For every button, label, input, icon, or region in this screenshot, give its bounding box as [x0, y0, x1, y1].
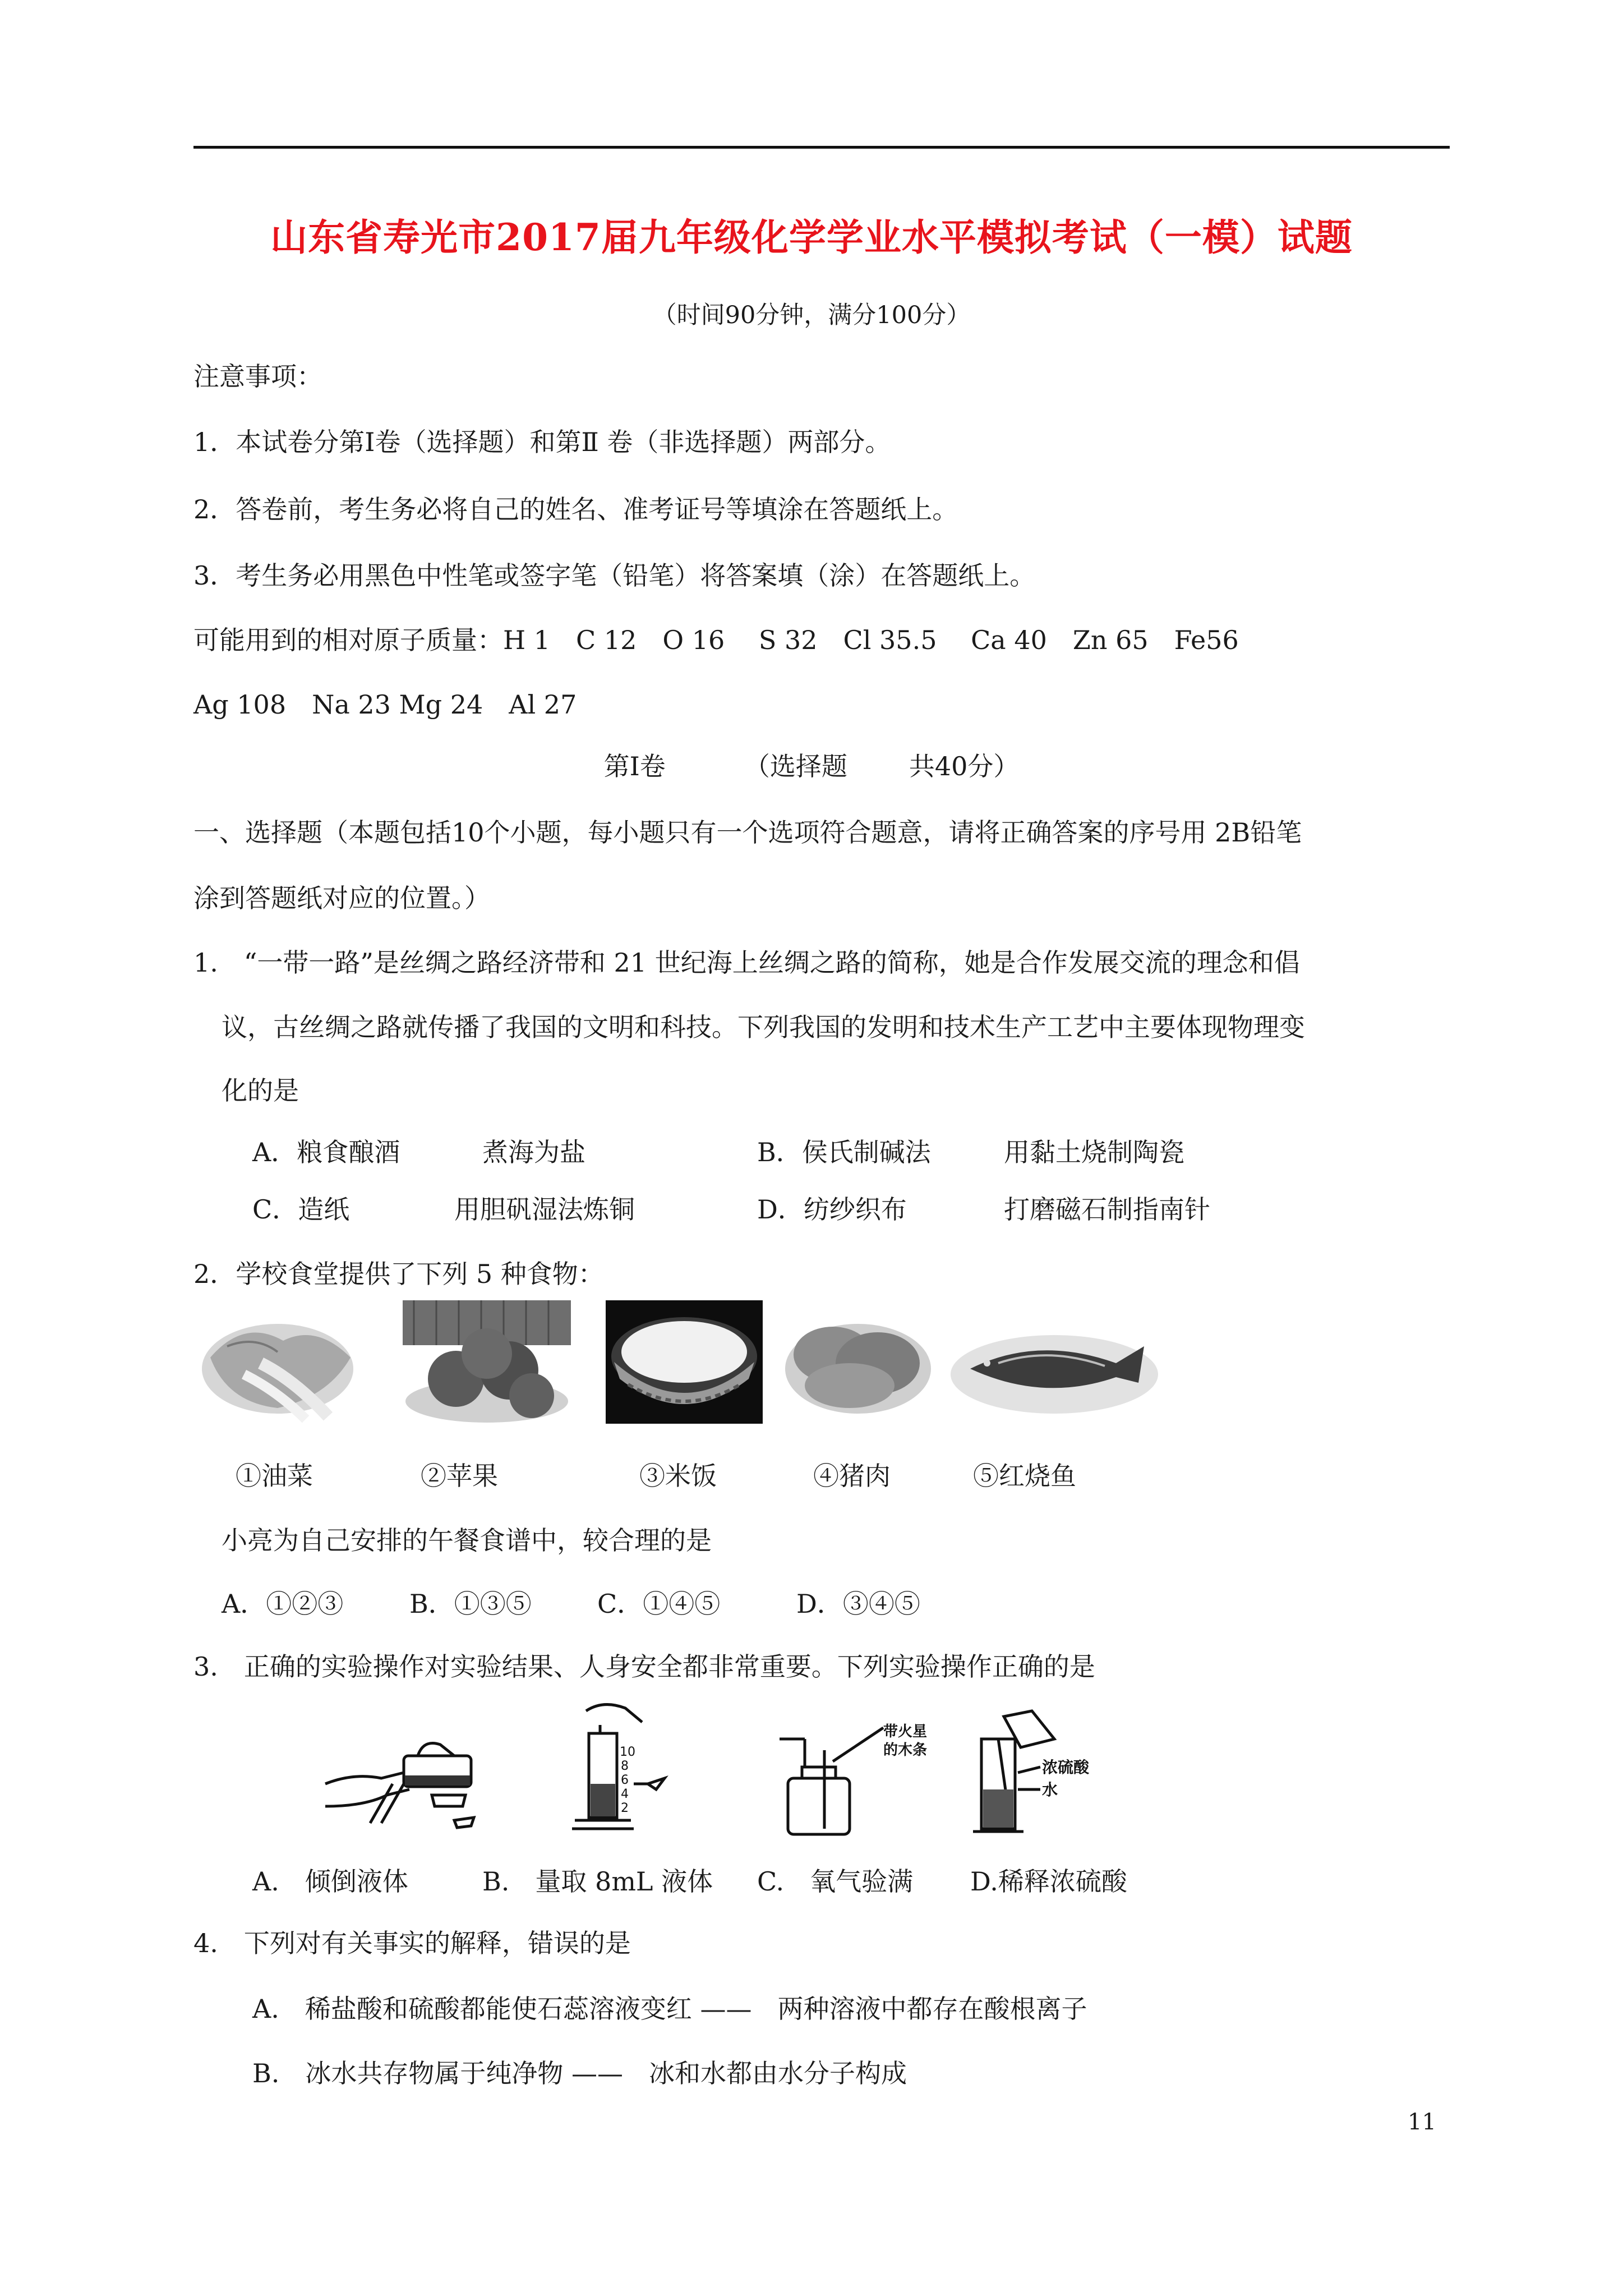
part-score: 共40分） — [909, 751, 1020, 781]
notice-item-1: 1．本试卷分第Ⅰ卷（选择题）和第Ⅱ 卷（非选择题）两部分。 — [193, 427, 891, 457]
q2-option-d: D．③④⑤ — [796, 1589, 920, 1619]
section-instructions-line-2: 涂到答题纸对应的位置。） — [193, 883, 490, 913]
cylinder-tick-4: 4 — [621, 1787, 629, 1801]
part-label: 第Ⅰ卷 — [603, 751, 666, 781]
q1-stem-line-1: 1. “一带一路”是丝绸之路经济带和 21 世纪海上丝绸之路的简称，她是合作发展交流的理念和倡 — [193, 947, 1300, 978]
notice-item-3: 3．考生务必用黑色中性笔或签字笔（铅笔）将答案填（涂）在答题纸上。 — [193, 560, 1036, 591]
atomic-mass-line-2: Ag 108 Na 23 Mg 24 Al 27 — [193, 689, 577, 720]
q2-option-c: C．①④⑤ — [597, 1589, 721, 1619]
part-type: （选择题 — [744, 751, 847, 781]
q2-stem: 2．学校食堂提供了下列 5 种食物： — [193, 1259, 604, 1289]
food-label-3: ③米饭 — [639, 1461, 717, 1491]
food-label-4: ④猪肉 — [813, 1461, 891, 1491]
page-number: 11 — [1408, 2109, 1436, 2135]
graduated-cylinder-figure — [558, 1700, 687, 1840]
atomic-mass-line-1: 可能用到的相对原子质量：H 1 C 12 O 16 S 32 Cl 35.5 Ca 40 Zn 65 Fe56 — [193, 625, 1239, 655]
q4-option-b: B. 冰水共存物属于纯净物 —— 冰和水都由水分子构成 — [252, 2058, 907, 2088]
q1-option-c-text: 用胆矾湿法炼铜 — [454, 1194, 635, 1225]
cylinder-tick-2: 2 — [621, 1801, 629, 1815]
q2-option-b: B．①③⑤ — [409, 1589, 532, 1619]
food-label-1: ①油菜 — [236, 1461, 313, 1491]
q4-option-a: A. 稀盐酸和硫酸都能使石蕊溶液变红 —— 两种溶液中都存在酸根离子 — [252, 1994, 1087, 2024]
q4-stem: 4. 下列对有关事实的解释，错误的是 — [193, 1928, 631, 1958]
acid-label: 浓硫酸 — [1042, 1758, 1090, 1777]
q1-stem-line-2: 议，古丝绸之路就传播了我国的文明和科技。下列我国的发明和技术生产工艺中主要体现物理变 — [222, 1012, 1305, 1042]
dilute-acid-figure — [970, 1705, 1116, 1840]
oxygen-test-figure — [771, 1717, 951, 1840]
cylinder-tick-8: 8 — [621, 1759, 629, 1773]
top-rule — [193, 146, 1450, 149]
braised-fish-image — [948, 1307, 1161, 1419]
q1-option-d-label: D．纺纱织布 — [757, 1194, 907, 1225]
q1-option-b-text: 用黏土烧制陶瓷 — [1004, 1137, 1184, 1167]
part-heading — [0, 746, 1623, 783]
q1-option-a-label: A．粮食酿酒 — [252, 1137, 400, 1167]
page-title: 山东省寿光市2017届九年级化学学业水平模拟考试（一模）试题 — [270, 215, 1353, 259]
q2-question: 小亮为自己安排的午餐食谱中，较合理的是 — [222, 1525, 712, 1556]
splint-label-line-2: 的木条 — [883, 1742, 928, 1759]
food-label-5: ⑤红烧鱼 — [973, 1461, 1076, 1491]
apple-image — [403, 1300, 571, 1424]
notice-heading: 注意事项： — [193, 361, 322, 392]
section-instructions-line-1: 一、选择题（本题包括10个小题，每小题只有一个选项符合题意，请将正确答案的序号用 2B铅笔 — [193, 817, 1302, 848]
notice-item-2: 2．答卷前，考生务必将自己的姓名、准考证号等填涂在答题纸上。 — [193, 494, 958, 524]
q1-option-c-label: C．造纸 — [252, 1194, 350, 1225]
exam-duration: （时间90分钟，满分100分） — [652, 301, 971, 329]
q2-option-a: A．①②③ — [222, 1589, 344, 1619]
pouring-liquid-figure — [320, 1722, 488, 1834]
q1-option-d-text: 打磨磁石制指南针 — [1004, 1194, 1210, 1225]
rice-bowl-image — [606, 1300, 763, 1424]
q1-stem-line-3: 化的是 — [222, 1075, 299, 1106]
q3-stem: 3. 正确的实验操作对实验结果、人身安全都非常重要。下列实验操作正确的是 — [193, 1651, 1095, 1682]
splint-label-line-1: 带火星 — [883, 1723, 928, 1740]
q3-option-b: B. 量取 8mL 液体 — [482, 1866, 713, 1897]
cylinder-tick-10: 10 — [620, 1745, 635, 1759]
pork-image — [782, 1301, 934, 1419]
q1-option-a-text: 煮海为盐 — [482, 1137, 585, 1167]
q3-option-c: C. 氧气验满 — [757, 1866, 914, 1897]
cylinder-tick-6: 6 — [621, 1773, 629, 1787]
water-label: 水 — [1042, 1780, 1058, 1799]
q3-option-a: A. 倾倒液体 — [252, 1866, 408, 1897]
q1-option-b-label: B．侯氏制碱法 — [757, 1137, 931, 1167]
food-label-2: ②苹果 — [421, 1461, 498, 1491]
bok-choy-image — [193, 1296, 356, 1425]
q3-option-d: D.稀释浓硫酸 — [970, 1866, 1127, 1897]
